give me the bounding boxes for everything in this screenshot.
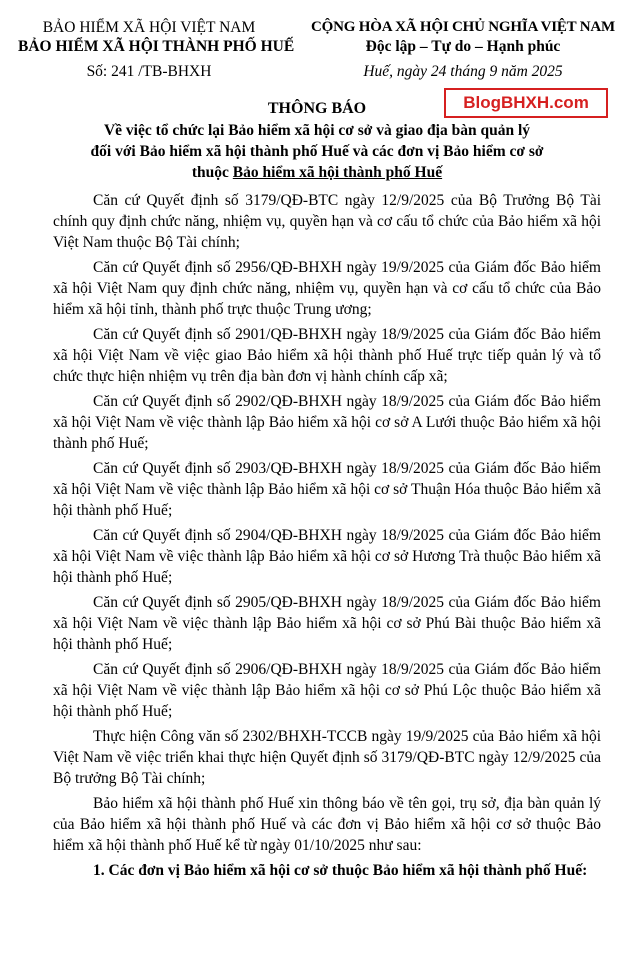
paragraph: Căn cứ Quyết định số 2905/QĐ-BHXH ngày 18/9/2025 của Giám đốc Bảo hiểm xã hội Việt Nam về việc thành lập Bảo hiểm xã hội cơ sở Phú Bài thuộc Bảo hiểm xã hội thành phố Huế; <box>53 594 601 653</box>
paragraph: Căn cứ Quyết định số 2903/QĐ-BHXH ngày 18/9/2025 của Giám đốc Bảo hiểm xã hội Việt Nam về việc thành lập Bảo hiểm xã hội cơ sở Thuận Hóa thuộc Bảo hiểm xã hội thành phố Huế; <box>53 460 601 519</box>
paragraph: Căn cứ Quyết định số 2904/QĐ-BHXH ngày 18/9/2025 của Giám đốc Bảo hiểm xã hội Việt Nam về việc thành lập Bảo hiểm xã hội cơ sở Hương Trà thuộc Bảo hiểm xã hội thành phố Huế; <box>53 527 601 586</box>
paragraph: Căn cứ Quyết định số 2902/QĐ-BHXH ngày 18/9/2025 của Giám đốc Bảo hiểm xã hội Việt Nam về việc thành lập Bảo hiểm xã hội cơ sở A Lưới thuộc Bảo hiểm xã hội thành phố Huế; <box>53 393 601 452</box>
paragraph: Căn cứ Quyết định số 2906/QĐ-BHXH ngày 18/9/2025 của Giám đốc Bảo hiểm xã hội Việt Nam về việc thành lập Bảo hiểm xã hội cơ sở Phú Lộc thuộc Bảo hiểm xã hội thành phố Huế; <box>53 661 601 720</box>
document-type: THÔNG BÁO <box>267 100 367 117</box>
paragraph: Căn cứ Quyết định số 3179/QĐ-BTC ngày 12/9/2025 của Bộ Trưởng Bộ Tài chính quy định chức năng, nhiệm vụ, quyền hạn và cơ cấu tổ chức của Bảo hiểm xã hội Việt Nam thuộc Bộ Tài chính; <box>53 192 601 251</box>
subject-line-3-underlined: Bảo hiểm xã hội thành phố Huế <box>232 164 443 181</box>
subject-line-3-prefix: thuộc <box>191 164 233 181</box>
document-subject <box>40 120 594 183</box>
watermark-badge: BlogBHXH.com <box>444 88 608 118</box>
paragraph: Căn cứ Quyết định số 2901/QĐ-BHXH ngày 18/9/2025 của Giám đốc Bảo hiểm xã hội Việt Nam về việc giao Bảo hiểm xã hội thành phố Huế trực tiếp quản lý và tổ chức thực hiện nhiệm vụ trên địa bàn đơn vị hành chính cấp xã; <box>53 326 601 385</box>
issue-date: Huế, ngày 24 tháng 9 năm 2025 <box>363 63 563 80</box>
national-motto: Độc lập – Tự do – Hạnh phúc <box>365 38 561 55</box>
national-title: CỘNG HÒA XÃ HỘI CHỦ NGHĨA VIỆT NAM <box>311 19 615 35</box>
subject-line-1: Về việc tổ chức lại Bảo hiểm xã hội cơ sở và giao địa bàn quản lý <box>103 122 531 139</box>
issuing-agency: BẢO HIỂM XÃ HỘI THÀNH PHỐ HUẾ <box>18 38 295 55</box>
paragraph: Thực hiện Công văn số 2302/BHXH-TCCB ngày 19/9/2025 của Bảo hiểm xã hội Việt Nam về việc triển khai thực hiện Quyết định số 3179/QĐ-BTC ngày 12/9/2025 của Bộ trưởng Bộ Tài chính; <box>53 728 601 787</box>
document-number: Số: 241 /TB-BHXH <box>86 63 212 80</box>
national-heading-block <box>300 18 626 81</box>
paragraph: Bảo hiểm xã hội thành phố Huế xin thông báo về tên gọi, trụ sở, địa bàn quản lý của Bảo hiểm xã hội thành phố Huế và các đơn vị Bảo hiểm xã hội cơ sở thuộc Bảo hiểm xã hội thành phố Huế kể từ ngày 01/10/2025 như sau: <box>53 795 601 854</box>
subject-line-3 <box>40 162 594 183</box>
parent-agency: BẢO HIỂM XÃ HỘI VIỆT NAM <box>42 19 256 36</box>
paragraph: Căn cứ Quyết định số 2956/QĐ-BHXH ngày 19/9/2025 của Giám đốc Bảo hiểm xã hội Việt Nam quy định chức năng, nhiệm vụ, quyền hạn và cơ cấu tổ chức của Bảo hiểm xã hội tỉnh, thành phố trực thuộc Trung ương; <box>53 259 601 318</box>
issuing-agency-block <box>18 18 295 81</box>
section-heading: 1. Các đơn vị Bảo hiểm xã hội cơ sở thuộc Bảo hiểm xã hội thành phố Huế: <box>93 862 588 879</box>
subject-line-2: đối với Bảo hiểm xã hội thành phố Huế và các đơn vị Bảo hiểm cơ sở <box>90 143 544 160</box>
document-body <box>53 190 601 881</box>
